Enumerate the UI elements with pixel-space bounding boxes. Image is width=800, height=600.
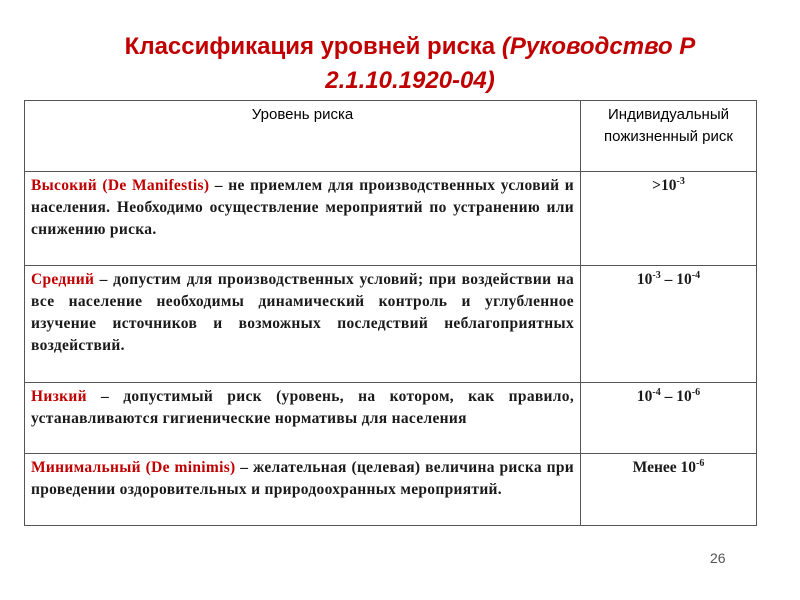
risk-value-cell: $>10^{-3}$ <box>581 172 757 266</box>
risk-level-name: Низкий <box>31 388 87 405</box>
title-reference: (Руководство Р 2.1.10.1920-04) <box>325 33 696 94</box>
risk-value-cell: $10^{-3} - 10^{-4}$ <box>581 266 757 383</box>
risk-description-cell <box>25 172 581 266</box>
risk-level-name: Минимальный (De minimis) <box>31 459 236 476</box>
risk-value-cell: $10^{-4} - 10^{-6}$ <box>581 383 757 454</box>
table-header-row <box>25 101 757 172</box>
risk-description-cell <box>25 266 581 383</box>
page-number: 26 <box>710 550 726 566</box>
header-individual-risk: Индивидуальный пожизненный риск <box>581 101 757 172</box>
risk-level-name: Высокий (De Manifestis) <box>31 177 210 194</box>
risk-description: – желательная (целевая) величина риска при проведении оздоровительных и природоохранных мероприятий. <box>31 459 575 498</box>
title-main: Классификация уровней риска <box>124 33 496 60</box>
risk-level-name: Средний <box>31 271 95 288</box>
table-row <box>25 454 757 526</box>
risk-description-cell <box>25 383 581 454</box>
risk-description: – не приемлем для производственных условий и населения. Необходимо осуществление мероприятий по устранению или снижению риска. <box>31 177 574 238</box>
risk-description: – допустимый риск (уровень, на котором, как правило, устанавливаются гигиенические нормативы для населения <box>31 388 574 427</box>
risk-description-cell <box>25 454 581 526</box>
table-row <box>25 172 757 266</box>
risk-description: – допустим для производственных условий; при воздействии на все население необходимы динамический контроль и углубленное изучение источников и возможных последствий неблагоприятных воздействий. <box>31 271 574 354</box>
risk-value-cell: Менее $10^{-6}$ <box>581 454 757 526</box>
header-risk-level: Уровень риска <box>25 101 581 172</box>
table-row <box>25 266 757 383</box>
risk-classification-table <box>24 100 757 526</box>
table-row <box>25 383 757 454</box>
slide-title <box>60 30 760 98</box>
